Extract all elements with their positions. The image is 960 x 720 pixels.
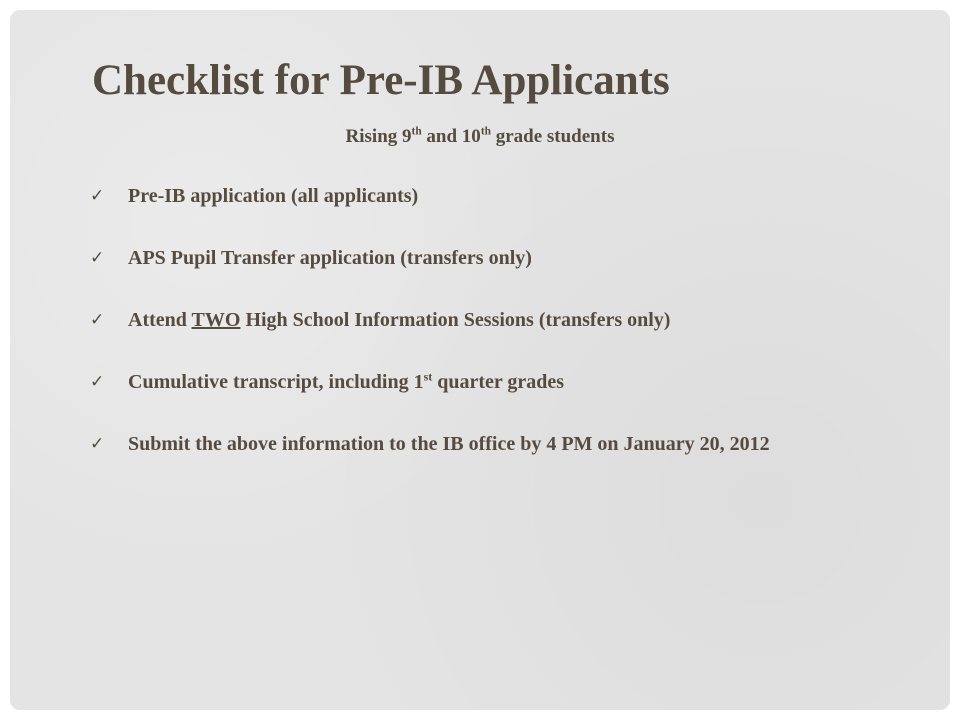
- checkmark-icon: ✓: [90, 372, 105, 392]
- checkmark-icon: ✓: [90, 310, 105, 330]
- checklist-item-text: Submit the above information to the IB office by 4 PM on January 20, 2012: [128, 433, 770, 455]
- checklist: [88, 180, 848, 490]
- checklist-item-text-post: High School Information Sessions (transfers only): [240, 309, 671, 331]
- checklist-item: [88, 180, 848, 212]
- checkmark-icon: ✓: [90, 186, 105, 206]
- checklist-item-sup: st: [423, 369, 433, 384]
- checklist-item-text-pre: Attend: [128, 309, 192, 331]
- slide-title: Checklist for Pre-IB Applicants: [92, 57, 670, 104]
- subtitle-sup-2: th: [480, 125, 491, 138]
- slide-subtitle: [10, 126, 950, 148]
- subtitle-part-1: Rising 9: [345, 126, 412, 147]
- checklist-item: [88, 428, 848, 460]
- checklist-item-text-pre: Cumulative transcript, including 1: [128, 371, 424, 393]
- subtitle-sup-1: th: [411, 125, 422, 138]
- checklist-item-text: APS Pupil Transfer application (transfers only): [128, 247, 532, 269]
- checklist-item-text-post: quarter grades: [432, 371, 565, 393]
- checkmark-icon: ✓: [90, 248, 105, 268]
- subtitle-part-2: and 10: [421, 126, 481, 147]
- checkmark-icon: ✓: [90, 434, 105, 454]
- checklist-item: [88, 242, 848, 274]
- checklist-item: [88, 366, 848, 398]
- checklist-item-text: Pre-IB application (all applicants): [128, 185, 419, 207]
- checklist-item-emphasis: TWO: [191, 309, 241, 331]
- slide: [10, 10, 950, 710]
- checklist-item: [88, 304, 848, 336]
- subtitle-part-3: grade students: [490, 126, 615, 147]
